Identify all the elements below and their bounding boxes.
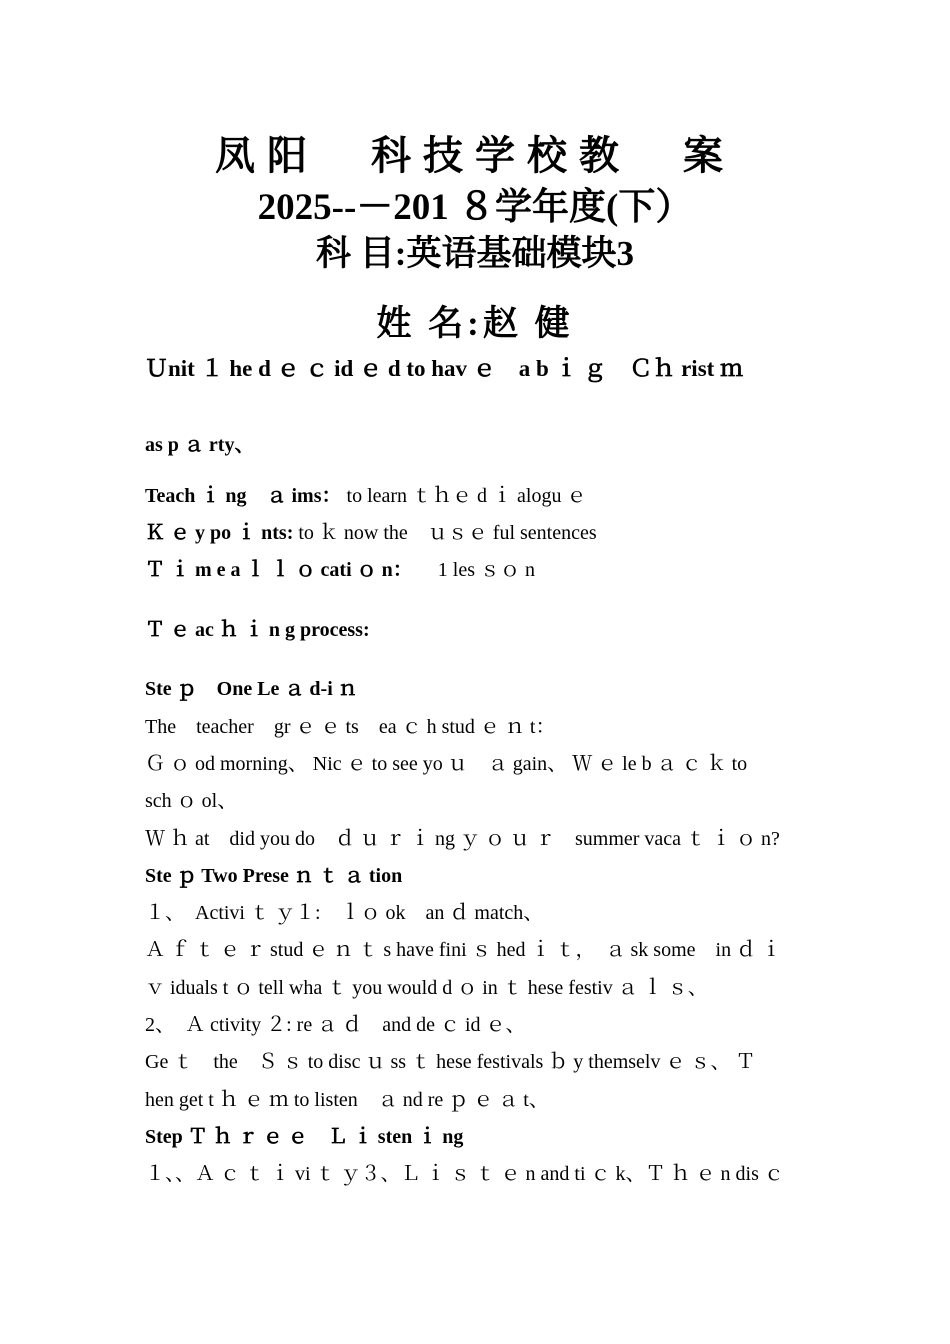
step-two-line: 2、 Ａ ctivity ２: re ａ ｄ and de ｃ id ｅ、 [145,1014,526,1036]
step-one-line: sch ｏ ol、 [145,790,238,812]
time-allocation [145,557,810,583]
teaching-aims-label: Teach ｉ ng ａ ims： [145,485,342,507]
step-two-line: Ge ｔ the Ｓ ｓ to disc ｕ ss ｔ hese festivals ｂ y themselv ｅ ｓ、 Ｔ [145,1051,756,1073]
teaching-process-heading: Ｔ ｅ ac ｈ ｉ n g process: [145,619,370,641]
step-one-line: The teacher gr ｅ ｅ ts ea ｃ h stud ｅ ｎ t： [145,716,556,738]
key-points-text: to ｋ now the ｕｓｅ ful sentences [298,522,597,544]
subject-line: 科 目:英语基础模块3 [316,234,634,273]
step-one-line: Ｗ ｈ at did you do ｄ ｕ ｒ ｉ ng ｙ ｏ ｕ ｒ summer vaca ｔ ｉ ｏ n? [145,828,780,850]
step-one-heading: Ste ｐ One Le ａ d-i ｎ [145,678,358,700]
school-year: 2025--－201 ８学年度(下） [257,187,693,228]
teacher-name: 姓 名:赵 健 [376,304,574,343]
step-two-line: １、 Activi ｔ ｙ１: ｌｏ ok an ｄ match、 [145,902,544,924]
step-one-line: Ｇ ｏ od morning、 Nic ｅ to see yo ｕ ａ gain、 Ｗ ｅ le b ａ ｃ ｋ to [145,753,748,775]
key-points-label: Ｋ ｅ y po ｉ nts: [145,522,294,544]
step-two-heading: Ste ｐ Two Prese ｎ ｔ ａ tion [145,865,403,887]
step-three-heading: Step Ｔ ｈ ｒ ｅ ｅ Ｌ ｉ sten ｉ ng [145,1126,464,1148]
step-two-line: Ａ ｆ ｔ ｅ ｒ stud ｅ ｎ ｔ s have fini ｓ hed ｉ ｔ， ａ sk some in ｄ ｉ [145,939,782,961]
step-two-line: hen get t ｈ ｅ ｍ to listen ａ nd re ｐ ｅ ａ t、 [145,1089,549,1111]
unit-title-line2: as p ａ rty、 [145,434,255,456]
step-three-line: １、、Ａ ｃ ｔ ｉ vi ｔ ｙ３、Ｌ ｉ ｓ ｔ ｅ n and ti ｃ k、Ｔ ｈ ｅ n dis ｃ [145,1163,784,1185]
unit-title-line1: Ｕnit １ he d ｅ ｃ id ｅ d to hav ｅ a b ｉ ｇ Ｃｈ rist ｍ [145,356,744,381]
time-allocation-text: 1 les ｓｏ n [417,559,535,581]
teaching-aims [145,483,810,509]
time-allocation-label: Ｔ ｉ m e a ｌ ｌ ｏ cati ｏ n： [145,559,413,581]
key-points [145,520,810,546]
step-two-line: ｖ iduals t ｏ tell wha ｔ you would d ｏ in ｔ hese festiv ａ ｌ ｓ、 [145,977,708,999]
teaching-aims-text: to learn ｔｈｅ d ｉ alogu ｅ [346,485,587,507]
school-title: 凤阳 科技学校教 案 [215,133,735,178]
